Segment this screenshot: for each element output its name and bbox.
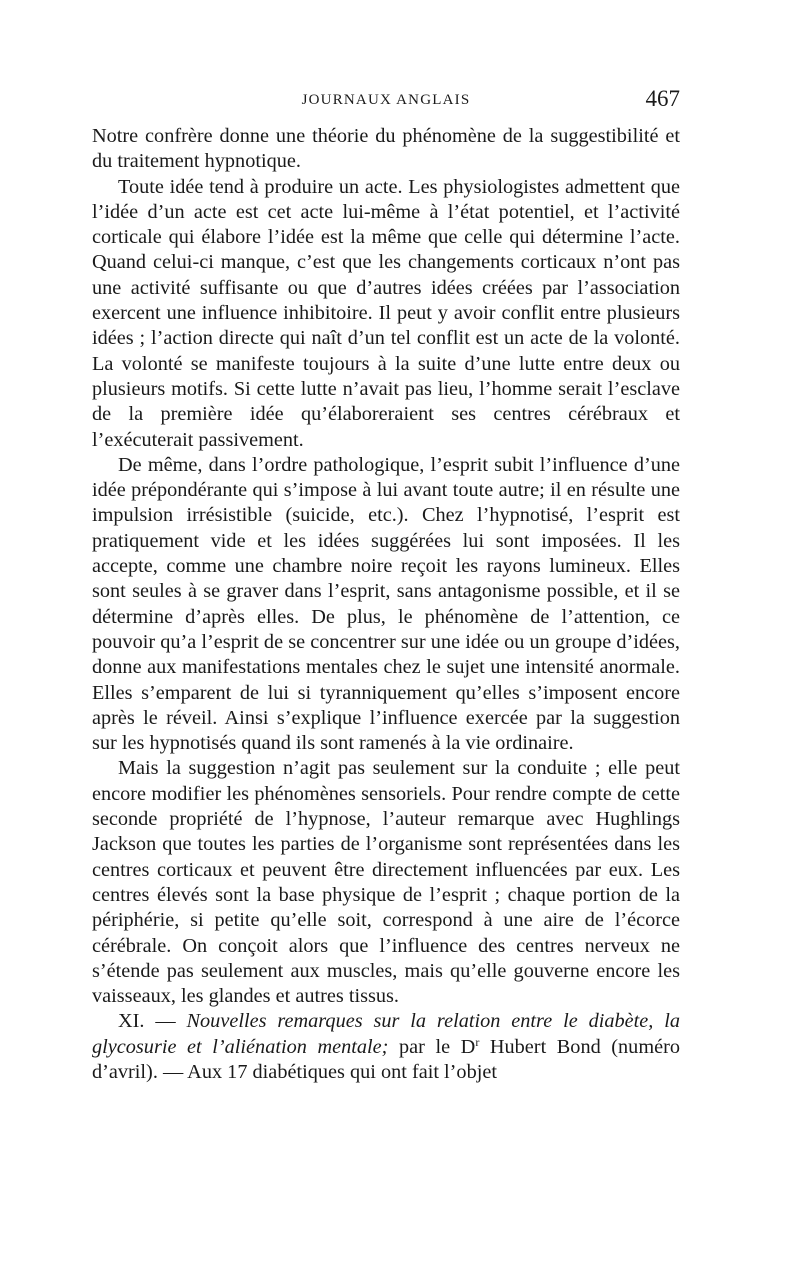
running-title: JOURNAUX ANGLAIS (301, 92, 471, 108)
body-text (92, 124, 680, 1085)
paragraph-3: De même, dans l’ordre pathologique, l’esprit subit l’influence d’une idée prépondérante qui s’impose à lui avant toute autre; il en résulte une impulsion irrésistible (suicide, etc.). Chez l’hypnotisé, l’esprit est pratiquement vide et les idées suggérées lui sont imposées. Il les accepte, comme une chambre noire reçoit les rayons lumineux. Elles sont seules à se graver dans l’esprit, sans antagonisme possible, et il se détermine d’après elles. De plus, le phénomène de l’attention, ce pouvoir qu’a l’esprit de se concentrer sur une idée ou un groupe d’idées, donne aux manifestations mentales chez le sujet une intensité anormale. Elles s’emparent de lui si tyranniquement qu’elles s’imposent encore après le réveil. Ainsi s’explique l’influence exercée par la suggestion sur les hypnotisés quand ils sont ramenés à la vie ordinaire. (92, 453, 680, 755)
page-header (92, 86, 680, 116)
page-number: 467 (645, 86, 680, 111)
paragraph-1: Notre confrère donne une théorie du phénomène de la suggestibilité et du traitement hypnotique. (92, 125, 680, 173)
section-title: Nouvelles remarques sur la relation entre le diabète, la glycosurie et l’aliénation mentale; (92, 1010, 680, 1058)
paragraph-section-xi (92, 1009, 680, 1085)
superscript-r: r (475, 1034, 480, 1049)
paragraph-4: Mais la suggestion n’agit pas seulement sur la conduite ; elle peut encore modifier les phénomènes sensoriels. Pour rendre compte de cette seconde propriété de l’hypnose, l’auteur remarque avec Hughlings Jackson que toutes les parties de l’organisme sont représentées dans les centres corticaux et peuvent être directement influencées par eux. Les centres élevés sont la base physique de l’esprit ; chaque portion de la périphérie, si petite qu’elle soit, correspond à une aire de l’écorce cérébrale. On conçoit alors que l’influence des centres nerveux ne s’étende pas seulement aux muscles, mais qu’elle gouverne encore les vaisseaux, les glandes et autres tissus. (92, 757, 680, 1008)
paragraph-2: Toute idée tend à produire un acte. Les physiologistes admettent que l’idée d’un acte est cet acte lui-même à l’état potentiel, et l’activité corticale qui élabore l’idée est la même que celle qui détermine l’acte. Quand celui-ci manque, c’est que les changements corticaux n’ont pas une activité suffisante ou que d’autres idées créées par l’association exercent une influence inhibitoire. Il peut y avoir conflit entre plusieurs idées ; l’action directe qui naît d’un tel conflit est un acte de la volonté. La volonté se manifeste toujours à la suite d’une lutte entre deux ou plusieurs motifs. Si cette lutte n’avait pas lieu, l’homme serait l’esclave de la première idée qu’élaboreraient ses centres cérébraux et l’exécuterait passivement. (92, 175, 680, 451)
section-number: XI. — (118, 1010, 176, 1033)
section-text-before-sup: par le D (388, 1035, 476, 1058)
section-text: Hubert Bond (numéro d’avril). — Aux 17 diabétiques qui ont fait l’objet (92, 1035, 680, 1083)
